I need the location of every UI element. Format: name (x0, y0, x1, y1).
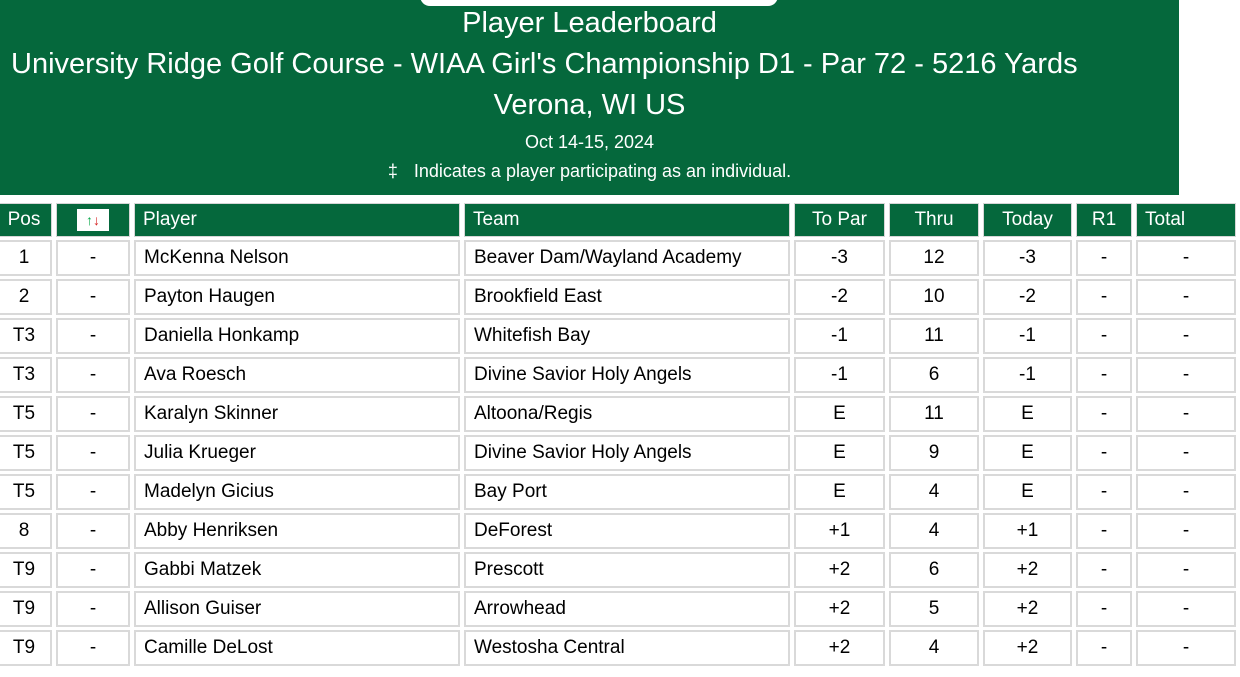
table-row[interactable] (0, 240, 1236, 276)
table-row[interactable] (0, 591, 1236, 627)
movement-cell: - (56, 279, 130, 315)
movement-cell: - (56, 435, 130, 471)
col-header-pos[interactable]: Pos (0, 203, 52, 237)
player-name-link[interactable]: Gabbi Matzek (134, 552, 460, 588)
player-name-link[interactable]: Camille DeLost (134, 630, 460, 666)
pos-cell: T5 (0, 435, 52, 471)
col-header-thru[interactable]: Thru (889, 203, 979, 237)
team-cell: Arrowhead (464, 591, 790, 627)
movement-cell: - (56, 240, 130, 276)
table-row[interactable] (0, 396, 1236, 432)
table-row[interactable] (0, 435, 1236, 471)
r1-cell: - (1076, 552, 1132, 588)
col-header-movement[interactable] (56, 203, 130, 237)
today-cell: +2 (983, 591, 1072, 627)
pos-cell: T3 (0, 357, 52, 393)
to-par-cell: +2 (794, 591, 885, 627)
total-cell: - (1136, 474, 1236, 510)
player-name-link[interactable]: Karalyn Skinner (134, 396, 460, 432)
col-header-team[interactable]: Team (464, 203, 790, 237)
total-cell: - (1136, 279, 1236, 315)
today-cell: -3 (983, 240, 1072, 276)
pos-cell: T9 (0, 552, 52, 588)
movement-cell: - (56, 474, 130, 510)
table-row[interactable] (0, 552, 1236, 588)
pos-cell: 8 (0, 513, 52, 549)
total-cell: - (1136, 435, 1236, 471)
today-cell: -2 (983, 279, 1072, 315)
table-row[interactable] (0, 318, 1236, 354)
team-cell: Whitefish Bay (464, 318, 790, 354)
thru-cell: 5 (889, 591, 979, 627)
thru-cell: 6 (889, 552, 979, 588)
individual-note (0, 159, 1179, 183)
player-name-link[interactable]: Abby Henriksen (134, 513, 460, 549)
thru-cell: 9 (889, 435, 979, 471)
player-name-link[interactable]: Payton Haugen (134, 279, 460, 315)
movement-cell: - (56, 396, 130, 432)
thru-cell: 10 (889, 279, 979, 315)
pos-cell: 2 (0, 279, 52, 315)
pos-cell: T5 (0, 396, 52, 432)
team-cell: DeForest (464, 513, 790, 549)
today-cell: E (983, 396, 1072, 432)
col-header-total[interactable]: Total (1136, 203, 1236, 237)
pos-cell: T3 (0, 318, 52, 354)
player-name-link[interactable]: Ava Roesch (134, 357, 460, 393)
player-name-link[interactable]: Madelyn Gicius (134, 474, 460, 510)
pos-cell: T9 (0, 591, 52, 627)
total-cell: - (1136, 396, 1236, 432)
team-cell: Altoona/Regis (464, 396, 790, 432)
r1-cell: - (1076, 474, 1132, 510)
course-location: Verona, WI US (493, 89, 686, 121)
r1-cell: - (1076, 591, 1132, 627)
thru-cell: 11 (889, 396, 979, 432)
r1-cell: - (1076, 279, 1132, 315)
to-par-cell: -1 (794, 357, 885, 393)
player-name-link[interactable]: McKenna Nelson (134, 240, 460, 276)
team-cell: Divine Savior Holy Angels (464, 357, 790, 393)
movement-cell: - (56, 591, 130, 627)
to-par-cell: -2 (794, 279, 885, 315)
thru-cell: 12 (889, 240, 979, 276)
col-header-to-par[interactable]: To Par (794, 203, 885, 237)
today-cell: +1 (983, 513, 1072, 549)
to-par-cell: E (794, 396, 885, 432)
total-cell: - (1136, 318, 1236, 354)
col-header-today[interactable]: Today (983, 203, 1072, 237)
thru-cell: 11 (889, 318, 979, 354)
to-par-cell: +2 (794, 552, 885, 588)
team-cell: Prescott (464, 552, 790, 588)
today-cell: +2 (983, 552, 1072, 588)
team-cell: Beaver Dam/Wayland Academy (464, 240, 790, 276)
player-name-link[interactable]: Daniella Honkamp (134, 318, 460, 354)
pos-cell: T9 (0, 630, 52, 666)
movement-cell: - (56, 630, 130, 666)
individual-note-text: Indicates a player participating as an individual. (413, 161, 792, 181)
col-header-r1[interactable]: R1 (1076, 203, 1132, 237)
col-header-player[interactable]: Player (134, 203, 460, 237)
thru-cell: 4 (889, 474, 979, 510)
pos-cell: T5 (0, 474, 52, 510)
player-name-link[interactable]: Julia Krueger (134, 435, 460, 471)
pos-cell: 1 (0, 240, 52, 276)
movement-cell: - (56, 357, 130, 393)
player-name-link[interactable]: Allison Guiser (134, 591, 460, 627)
table-header-row (0, 203, 1236, 237)
team-cell: Bay Port (464, 474, 790, 510)
to-par-cell: -1 (794, 318, 885, 354)
table-row[interactable] (0, 630, 1236, 666)
r1-cell: - (1076, 513, 1132, 549)
team-cell: Brookfield East (464, 279, 790, 315)
today-cell: -1 (983, 357, 1072, 393)
thru-cell: 4 (889, 630, 979, 666)
table-row[interactable] (0, 474, 1236, 510)
leaderboard-table (0, 200, 1240, 669)
total-cell: - (1136, 513, 1236, 549)
r1-cell: - (1076, 435, 1132, 471)
r1-cell: - (1076, 396, 1132, 432)
to-par-cell: E (794, 435, 885, 471)
team-cell: Divine Savior Holy Angels (464, 435, 790, 471)
dagger-symbol: ‡ (387, 161, 398, 181)
event-dates: Oct 14-15, 2024 (524, 132, 655, 152)
r1-cell: - (1076, 318, 1132, 354)
thru-cell: 6 (889, 357, 979, 393)
to-par-cell: -3 (794, 240, 885, 276)
r1-cell: - (1076, 240, 1132, 276)
today-cell: +2 (983, 630, 1072, 666)
r1-cell: - (1076, 357, 1132, 393)
course-title: University Ridge Golf Course - WIAA Girl's Championship D1 - Par 72 - 5216 Yards (11, 48, 1078, 80)
table-row[interactable] (0, 279, 1236, 315)
to-par-cell: +1 (794, 513, 885, 549)
arrow-down-icon: ↓ (93, 211, 100, 228)
to-par-cell: +2 (794, 630, 885, 666)
total-cell: - (1136, 357, 1236, 393)
table-row[interactable] (0, 357, 1236, 393)
movement-cell: - (56, 318, 130, 354)
thru-cell: 4 (889, 513, 979, 549)
leaderboard-body (0, 240, 1236, 666)
page-title: Player Leaderboard (462, 7, 717, 39)
total-cell: - (1136, 240, 1236, 276)
table-row[interactable] (0, 513, 1236, 549)
team-cell: Westosha Central (464, 630, 790, 666)
today-cell: -1 (983, 318, 1072, 354)
to-par-cell: E (794, 474, 885, 510)
total-cell: - (1136, 591, 1236, 627)
today-cell: E (983, 435, 1072, 471)
total-cell: - (1136, 630, 1236, 666)
leaderboard-header (0, 0, 1179, 195)
movement-cell: - (56, 513, 130, 549)
movement-cell: - (56, 552, 130, 588)
movement-arrows-icon (77, 209, 109, 231)
arrow-up-icon: ↑ (86, 211, 93, 228)
today-cell: E (983, 474, 1072, 510)
r1-cell: - (1076, 630, 1132, 666)
total-cell: - (1136, 552, 1236, 588)
